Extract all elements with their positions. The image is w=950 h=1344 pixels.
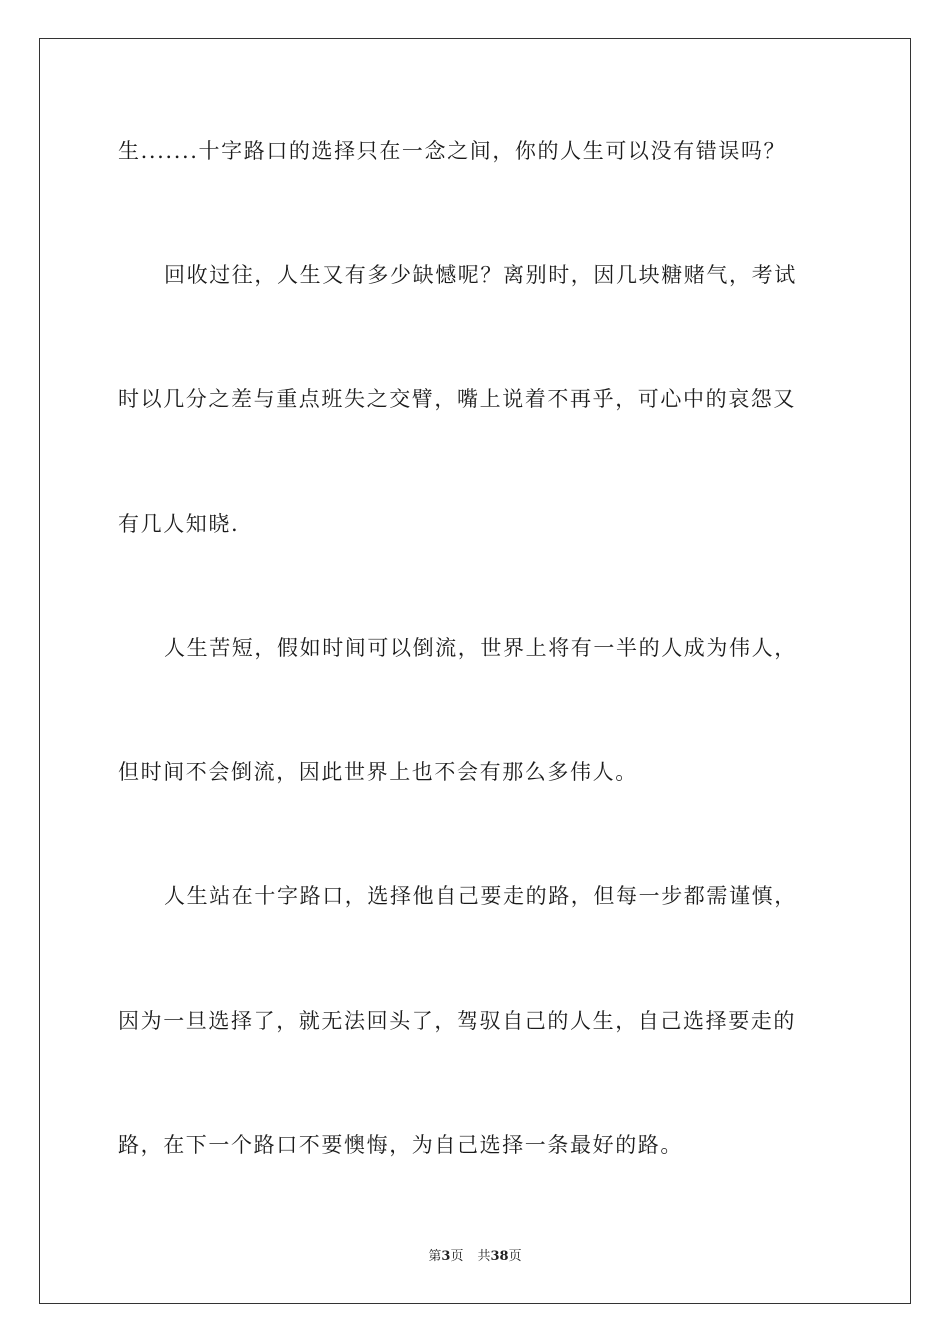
text-line-1: 生.......十字路口的选择只在一念之间，你的人生可以没有错误吗？ <box>118 139 787 163</box>
text-line-5: 人生苦短，假如时间可以倒流，世界上将有一半的人成为伟人， <box>164 636 797 660</box>
page-border <box>39 38 911 1304</box>
page-suffix: 页 <box>450 1249 464 1264</box>
text-line-9: 路，在下一个路口不要懊悔，为自己选择一条最好的路。 <box>118 1133 683 1157</box>
page-prefix: 第 <box>428 1249 442 1264</box>
page-footer <box>0 1248 950 1266</box>
text-line-7: 人生站在十字路口，选择他自己要走的路，但每一步都需谨慎， <box>164 884 797 908</box>
page-number: 3 <box>441 1249 451 1264</box>
text-line-8: 因为一旦选择了，就无法回头了，驾驭自己的人生，自己选择要走的 <box>118 1009 796 1033</box>
text-line-6: 但时间不会倒流，因此世界上也不会有那么多伟人。 <box>118 760 638 784</box>
text-line-4: 有几人知晓. <box>118 512 240 536</box>
text-line-3: 时以几分之差与重点班失之交臂，嘴上说着不再乎，可心中的哀怨又 <box>118 387 796 411</box>
total-prefix: 共 <box>477 1249 491 1264</box>
total-suffix: 页 <box>508 1249 522 1264</box>
text-line-2: 回收过往，人生又有多少缺憾呢？离别时，因几块糖赌气，考试 <box>164 263 797 287</box>
total-pages: 38 <box>490 1249 509 1264</box>
